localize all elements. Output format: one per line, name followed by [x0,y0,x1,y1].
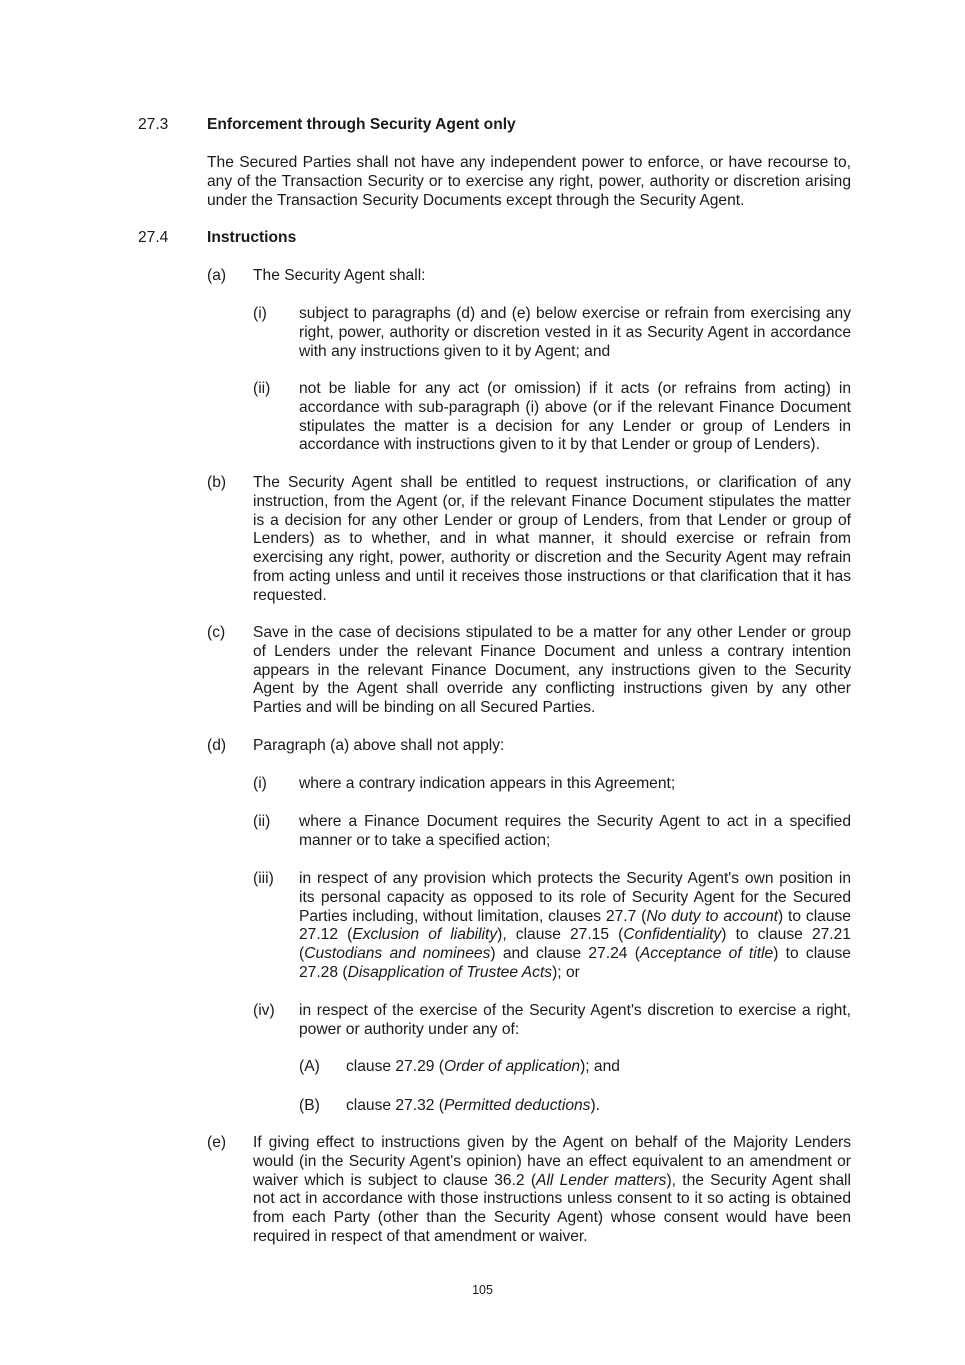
paragraph-text: Paragraph (a) above shall not apply: [253,737,505,754]
subparagraph-text: subject to paragraphs (d) and (e) below exercise or refrain from exercising any right, power, authority or discretion vested in it as Security Agent in accordance with any instructions given to it by Agent; and [299,305,851,360]
section-body: The Secured Parties shall not have any independent power to enforce, or have recourse to, any of the Transaction Security or to exercise any right, power, authority or discretion arising under the Transaction Security Documents except through the Security Agent. [207,154,851,209]
section-number: 27.3 [138,116,169,133]
clause-title: Custodians and nominees [304,945,491,963]
section-heading: Instructions [207,229,297,246]
paragraph-label: (b) [207,474,227,491]
clause-title: Order of application [443,1058,581,1075]
section-heading: Enforcement through Security Agent only [207,116,516,133]
subparagraph-label: (ii) [253,813,271,830]
paragraph-label: (d) [207,737,227,754]
clause-title: Permitted deductions [443,1097,591,1114]
paragraph-text: The Security Agent shall: [253,267,426,284]
item-text: clause 27.29 (Order of application); and [346,1058,620,1075]
paragraph-text: The Security Agent shall be entitled to request instructions, or clarification of any instruction, from the Agent (or, if the relevant Finance Document stipulates the matter is a decision for any other Lender or group of Lenders, from that Lender or group of Lenders) as to whether, and in what manner, it should exercise or refrain from exercising any right, power, authority or discretion and the Security Agent may refrain from acting unless and until it receives those instructions or that clarification that it has requested. [253,474,851,604]
subparagraph-label: (iii) [253,870,274,887]
subparagraph-label: (ii) [253,380,271,397]
subparagraph-text: in respect of the exercise of the Security Agent's discretion to exercise a right, power or authority under any of: [299,1002,851,1038]
item-text: clause 27.32 (Permitted deductions). [346,1097,600,1114]
paragraph-label: (c) [207,624,226,641]
clause-title: Confidentiality [623,926,722,944]
clause-title: Acceptance of title [639,945,774,963]
subparagraph-label: (i) [253,305,267,322]
clause-title: All Lender matters [536,1171,667,1189]
paragraph-label: (a) [207,267,227,284]
subparagraph-label: (iv) [253,1002,275,1019]
clause-title: No duty to account [646,907,778,925]
clause-title: Exclusion of liability [352,926,498,944]
subparagraph-text: not be liable for any act (or omission) if it acts (or refrains from acting) in accordance with sub-paragraph (i) above (or if the relevant Finance Document stipulates the matter is a decision for any Lender or group of Lenders in accordance with instructions given to it by that Lender or group of Lenders). [299,380,851,454]
subparagraph-label: (i) [253,775,267,792]
subparagraph-text: where a Finance Document requires the Security Agent to act in a specified manner or to take a specified action; [299,813,851,849]
item-label: (B) [299,1097,320,1114]
paragraph-text: Save in the case of decisions stipulated to be a matter for any other Lender or group of Lenders under the relevant Finance Document and unless a contrary intention appears in the relevant Finance Document, any instructions given to the Security Agent by the Agent shall override any conflicting instructions given by any other Parties and will be binding on all Secured Parties. [253,624,851,717]
page-number: 105 [472,1283,493,1297]
paragraph-text: If giving effect to instructions given by the Agent on behalf of the Majority Lenders would (in the Security Agent's opinion) have an effect equivalent to an amendment or waiver which is subject to clause 36.2 (All Lender matters), the Security Agent shall not act in accordance with those instructions unless consent to it so acting is obtained from each Party (other than the Security Agent) whose consent would have been required in respect of that amendment or waiver. [253,1134,851,1245]
paragraph-label: (e) [207,1134,227,1151]
item-label: (A) [299,1058,320,1075]
clause-title: Disapplication of Trustee Acts [347,963,553,981]
section-number: 27.4 [138,229,169,246]
subparagraph-text: in respect of any provision which protects the Security Agent's own position in its personal capacity as opposed to its role of Security Agent for the Secured Parties including, without limitation, clauses 27.7 (No duty to account) to clause 27.12 (Exclusion of liability), clause 27.15 (Confidentiality) to clause 27.21 (Custodians and nominees) and clause 27.24 (Acceptance of title) to clause 27.28 (Disapplication of Trustee Acts); or [299,870,851,981]
subparagraph-text: where a contrary indication appears in this Agreement; [299,775,676,792]
